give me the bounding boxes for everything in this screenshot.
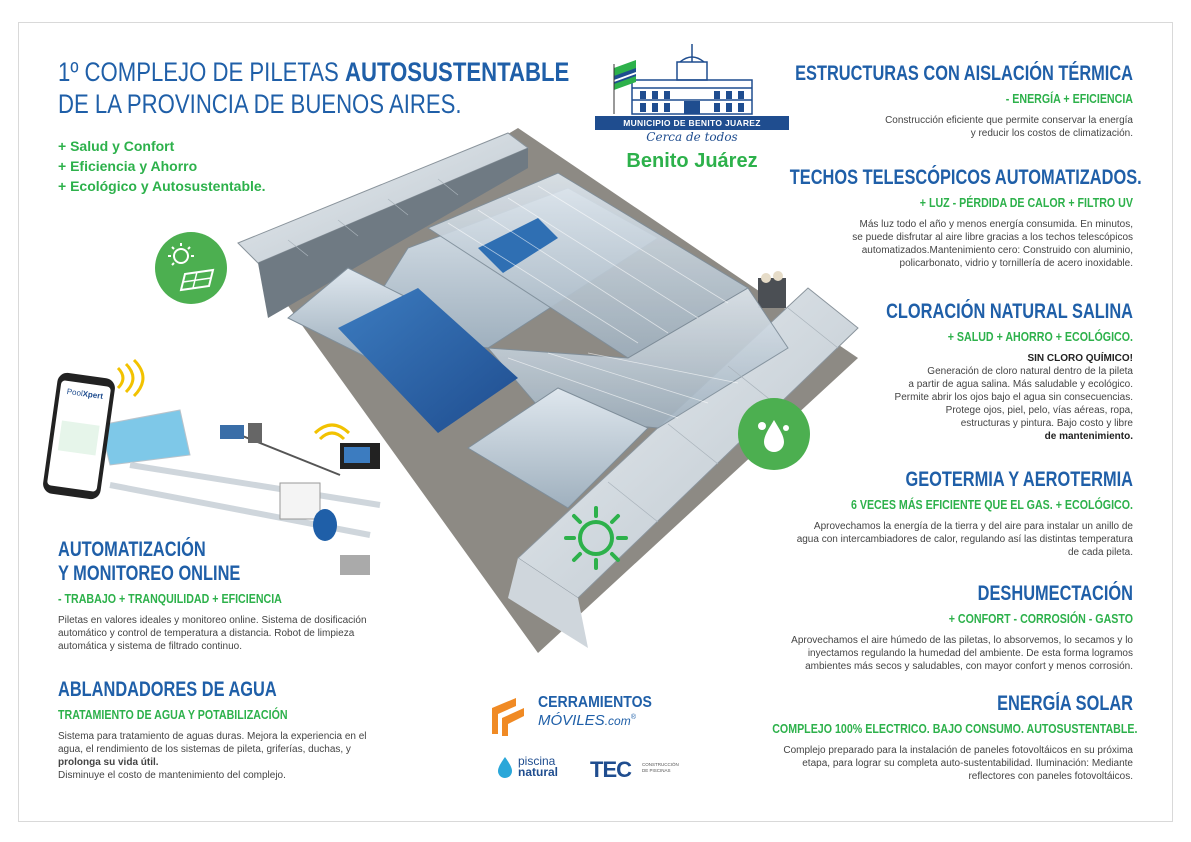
section-text: Aprovechamos la energía de la tierra y del aire para instalar un anillo de agua con intercambiadores de calor, regulando así las distintas temperatura de cada pileta. <box>796 521 1133 558</box>
section-text: Construcción eficiente que permite conservar la energía y reducir los costos de climatización. <box>885 115 1133 139</box>
section-aislacion <box>693 62 1133 140</box>
section-automatizacion <box>58 538 438 653</box>
benefit-item: + Salud y Confort <box>58 138 175 154</box>
section-text: SIN CLORO QUÍMICO! Generación de cloro natural dentro de la pileta a partir de agua salina. Más saludable y ecológico. Permite abrir los ojos bajo el agua sin consecuencias. Protege ojos, piel, pelo, vías aéreas, ropa, estructuras y pintura. Bajo costo y libre de mantenimiento. <box>894 353 1133 442</box>
section-techos <box>693 166 1142 270</box>
section-title: Y MONITOREO ONLINE <box>58 562 241 585</box>
benefit-item: + Ecológico y Autosustentable. <box>58 178 266 194</box>
tec-logo: TEC <box>590 757 631 782</box>
piscina-natural-logo: piscina natural <box>518 754 559 779</box>
app-name: Pool <box>66 386 84 399</box>
section-tags: TRATAMIENTO DE AGUA Y POTABILIZACIÓN <box>58 707 288 722</box>
section-title: ESTRUCTURAS CON AISLACIÓN TÉRMICA <box>795 62 1133 85</box>
section-tags: - TRABAJO + TRANQUILIDAD + EFICIENCIA <box>58 591 282 606</box>
tec-subtitle: CONSTRUCCIÓN DE PISCINAS <box>642 762 679 773</box>
section-title: GEOTERMIA Y AEROTERMIA <box>905 468 1133 491</box>
wifi-signal-icon <box>112 358 152 398</box>
section-deshumectacion <box>693 582 1133 673</box>
section-geotermia <box>693 468 1133 559</box>
section-text: Piletas en valores ideales y monitoreo online. Sistema de dosificación automático y control de temperatura a distancia. Robot de limpieza automática y sistema de filtrado continuo. <box>58 615 367 652</box>
cerramientos-name: CERRAMIENTOS <box>538 694 652 711</box>
sun-icon <box>556 502 636 572</box>
section-title: ENERGÍA SOLAR <box>997 692 1133 715</box>
section-ablandadores <box>58 678 438 782</box>
section-energia-solar <box>693 692 1138 783</box>
cerramientos-sub: MÓVILES.com® <box>538 712 636 729</box>
piscina-natural-icon <box>496 756 514 778</box>
section-tags: + CONFORT - CORROSIÓN - GASTO <box>948 611 1133 626</box>
section-cloracion <box>693 300 1133 443</box>
section-title: CLORACIÓN NATURAL SALINA <box>886 300 1133 323</box>
section-tags: + SALUD + AHORRO + ECOLÓGICO. <box>947 329 1133 344</box>
cerramientos-moviles-logo <box>488 692 688 740</box>
section-tags: 6 VECES MÁS EFICIENTE QUE EL GAS. + ECOLÓGICO. <box>850 497 1133 512</box>
municipality-bar: MUNICIPIO DE BENITO JUAREZ <box>595 116 789 130</box>
section-tags: + LUZ - PÉRDIDA DE CALOR + FILTRO UV <box>919 195 1133 210</box>
section-title: ABLANDADORES DE AGUA <box>58 678 277 701</box>
section-text: Complejo preparado para la instalación de paneles fotovoltáicos en su próxima etapa, para lograr su completa auto-sustentabilidad. Iluminación: Mediante reflectores con paneles fotovoltáicos. <box>783 745 1133 782</box>
app-chart <box>58 420 100 455</box>
section-tags: COMPLEJO 100% ELECTRICO. BAJO CONSUMO. AUTOSUSTENTABLE. <box>772 721 1138 736</box>
main-title: 1º COMPLEJO DE PILETAS AUTOSUSTENTABLE DE LA PROVINCIA DE BUENOS AIRES. <box>58 57 570 119</box>
section-text: Aprovechamos el aire húmedo de las piletas, lo absorvemos, lo secamos y lo inyectamos regulando la humedad del ambiente. De esta forma logramos ambientes más secos y saludables, con mayor confort y menos corrosión. <box>791 635 1133 672</box>
section-tags: - ENERGÍA + EFICIENCIA <box>1005 91 1133 106</box>
solar-panel-sun-icon <box>155 232 227 304</box>
section-title: DESHUMECTACIÓN <box>977 582 1133 605</box>
section-text: Sistema para tratamiento de aguas duras. Mejora la experiencia en el agua, el rendimiento de los sistemas de pileta, griferías, duchas, y prolonga su vida útil. Disminuye el costo de mantenimiento del complejo. <box>58 731 367 781</box>
municipality-city: Benito Juárez <box>626 150 758 172</box>
municipality-slogan: Cerca de todos <box>646 130 738 144</box>
section-text: Más luz todo el año y menos energía consumida. En minutos, se puede disfrutar al aire libre gracias a los techos telescópicos automatizados.Mantenimiento cero: Construido con aluminio, policarbonato, vidrio y tornillería de acero inoxidable. <box>852 219 1133 269</box>
benefit-item: + Eficiencia y Ahorro <box>58 158 198 174</box>
cerramientos-logo-icon <box>488 694 532 738</box>
section-title: AUTOMATIZACIÓN <box>58 538 206 561</box>
smartphone: PoolXpert <box>42 372 116 501</box>
section-title: TECHOS TELESCÓPICOS AUTOMATIZADOS. <box>789 166 1142 189</box>
